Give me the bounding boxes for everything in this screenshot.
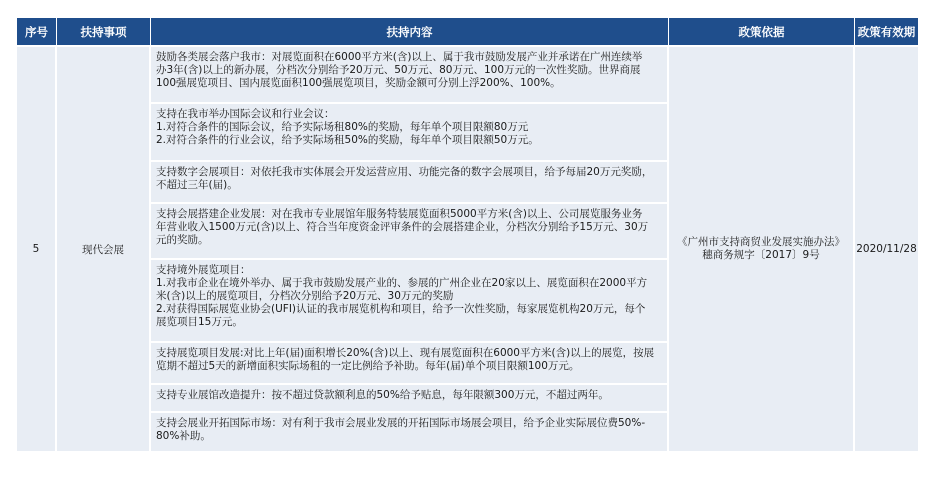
content-item: 支持专业展馆改造提升：按不超过贷款额利息的50%给予贴息，每年限额300万元，不超过两年。 <box>151 385 667 413</box>
header-basis: 政策依据 <box>669 18 855 45</box>
policy-basis-doc: 穗商务规字〔2017〕9号 <box>702 249 820 261</box>
content-item: 支持境外展览项目： 1.对我市企业在境外举办、属于我市鼓励发展产业的、参展的广州企业在20家以上、展览面积在2000平方 米(含)以上的展览项目，分档次分别给予20万元、30万元的奖励 2.对获得国际展览业协会(UFI)认证的我市展览机构和项目，给予一次性奖励，每家展览机构20万元，每个 展览项目15万元。 <box>151 260 667 343</box>
row-number: 5 <box>17 45 57 451</box>
header-valid: 政策有效期 <box>855 18 918 45</box>
table-row <box>17 45 918 451</box>
content-item: 支持展览项目发展:对比上年(届)面积增长20%(含)以上、现有展览面积在6000平方米(含)以上的展览，按展 览期不超过5天的新增面积实际场租的一定比例给予补助。每年(届)单个项目限额100万元。 <box>151 343 667 385</box>
content-item: 支持会展业开拓国际市场：对有利于我市会展业发展的开拓国际市场展会项目，给予企业实际展位费50%- 80%补助。 <box>156 417 646 442</box>
content-item: 支持在我市举办国际会议和行业会议： 1.对符合条件的国际会议，给予实际场租80%的奖励，每年单个项目限额80万元 2.对符合条件的行业会议，给予实际场租50%的奖励，每年单个项目限额50万元。 <box>151 104 667 162</box>
header-no: 序号 <box>17 18 57 45</box>
policy-valid-date: 2020/11/28 <box>855 45 918 451</box>
content-item: 鼓励各类展会落户我市：对展览面积在6000平方米(含)以上、属于我市鼓励发展产业并承诺在广州连续举 办3年(含)以上的新办展，分档次分别给予20万元、50万元、80万元、100万元的一次性奖励。世界商展 100强展览项目、国内展览面积100强展览项目，奖励金额可分别上浮200%、100%。 <box>151 47 667 104</box>
policy-basis-title: 《广州市支持商贸业发展实施办法》 <box>677 236 845 248</box>
content-cell <box>151 45 669 451</box>
header-item: 扶持事项 <box>57 18 151 45</box>
row-item: 现代会展 <box>57 45 151 451</box>
policy-table <box>17 18 918 451</box>
content-item: 支持数字会展项目：对依托我市实体展会开发运营应用、功能完备的数字会展项目，给予每届20万元奖励， 不超过三年(届)。 <box>151 162 667 204</box>
policy-basis <box>669 45 855 451</box>
content-item: 支持会展搭建企业发展：对在我市专业展馆年服务特装展览面积5000平方米(含)以上、公司展览服务业务 年营业收入1500万元(含)以上、符合当年度资金评审条件的会展搭建企业，分档次分别给予15万元、30万 元的奖励。 <box>151 204 667 260</box>
table-header-row <box>17 18 918 45</box>
header-content: 扶持内容 <box>151 18 669 45</box>
